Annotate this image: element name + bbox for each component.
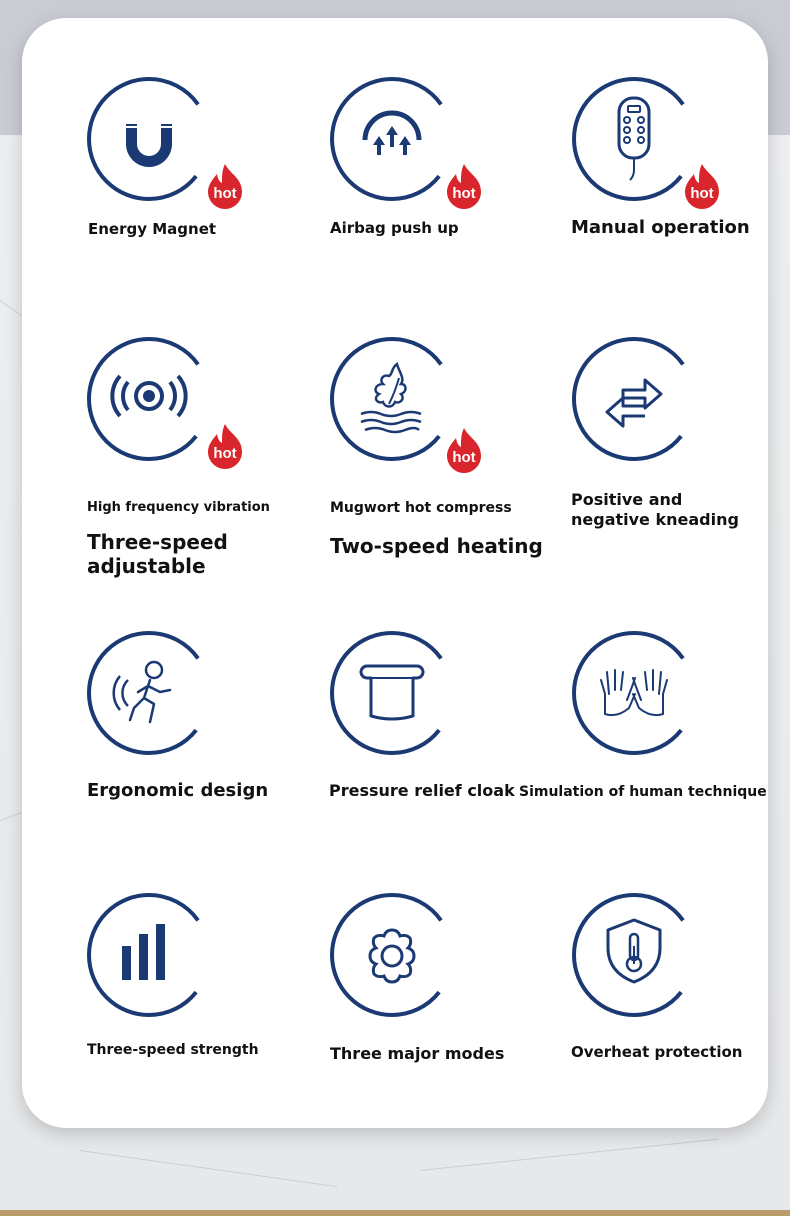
hot-badge xyxy=(204,422,246,470)
feature-label: High frequency vibration xyxy=(87,500,270,515)
flame-icon xyxy=(204,162,246,210)
feature-label: Three major modes xyxy=(330,1044,505,1063)
hot-badge-text: hot xyxy=(452,185,476,202)
feature-card xyxy=(22,18,768,1128)
remote-control-icon xyxy=(569,74,699,204)
icon-ring xyxy=(84,890,214,1020)
icon-ring xyxy=(84,628,214,758)
feature-label: Positive and negative kneading xyxy=(571,490,739,529)
icon-ring xyxy=(327,334,457,464)
hot-badge xyxy=(443,426,485,474)
feature-positive-negative-kneading xyxy=(569,334,790,594)
icon-ring xyxy=(327,74,457,204)
icon-ring xyxy=(84,74,214,204)
icon-ring xyxy=(569,74,699,204)
flame-icon xyxy=(443,162,485,210)
feature-airbag xyxy=(327,74,567,274)
feature-ergonomic-design xyxy=(84,628,324,828)
airbag-icon xyxy=(327,74,457,204)
icon-ring xyxy=(569,628,699,758)
feature-label: Overheat protection xyxy=(571,1043,743,1061)
feature-overheat-protection xyxy=(569,890,790,1090)
icon-ring xyxy=(569,890,699,1020)
flame-icon xyxy=(681,162,723,210)
feature-label: Three-speed strength xyxy=(87,1042,259,1058)
mugwort-leaf-icon xyxy=(327,334,457,464)
feature-energy-magnet xyxy=(84,74,324,274)
flame-icon xyxy=(443,426,485,474)
feature-sublabel: Three-speed adjustable xyxy=(87,530,228,578)
feature-label: Airbag push up xyxy=(330,219,459,237)
icon-ring xyxy=(569,334,699,464)
vibration-icon xyxy=(84,334,214,464)
feature-manual-operation xyxy=(569,74,790,274)
feature-label: Ergonomic design xyxy=(87,780,269,801)
feature-label: Pressure relief cloak xyxy=(329,781,515,800)
feature-label: Simulation of human technique xyxy=(519,784,767,800)
hot-badge-text: hot xyxy=(213,445,237,462)
feature-label: Manual operation xyxy=(571,217,750,238)
icon-ring xyxy=(327,628,457,758)
icon-ring xyxy=(84,334,214,464)
hands-icon xyxy=(569,628,699,758)
icon-ring xyxy=(327,890,457,1020)
hot-badge xyxy=(443,162,485,210)
hot-badge-text: hot xyxy=(452,449,476,466)
hot-badge xyxy=(204,162,246,210)
feature-sublabel: Two-speed heating xyxy=(330,534,543,558)
hot-badge xyxy=(681,162,723,210)
feature-three-speed-strength xyxy=(84,890,324,1090)
hot-badge-text: hot xyxy=(690,185,714,202)
feature-label: Mugwort hot compress xyxy=(330,500,512,516)
signal-bars-icon xyxy=(84,890,214,1020)
marble-vein xyxy=(80,1150,338,1187)
gear-icon xyxy=(327,890,457,1020)
flame-icon xyxy=(204,422,246,470)
shield-thermometer-icon xyxy=(569,890,699,1020)
feature-label: Energy Magnet xyxy=(88,220,217,238)
two-way-arrows-icon xyxy=(569,334,699,464)
bottom-strip xyxy=(0,1210,790,1216)
human-figure-icon xyxy=(84,628,214,758)
cloak-icon xyxy=(327,628,457,758)
magnet-icon xyxy=(84,74,214,204)
feature-three-major-modes xyxy=(327,890,567,1090)
marble-vein xyxy=(420,1139,718,1171)
feature-mugwort-hot-compress xyxy=(327,334,567,594)
feature-high-frequency-vibration xyxy=(84,334,324,594)
feature-simulation-human-technique xyxy=(519,628,790,828)
hot-badge-text: hot xyxy=(213,185,237,202)
